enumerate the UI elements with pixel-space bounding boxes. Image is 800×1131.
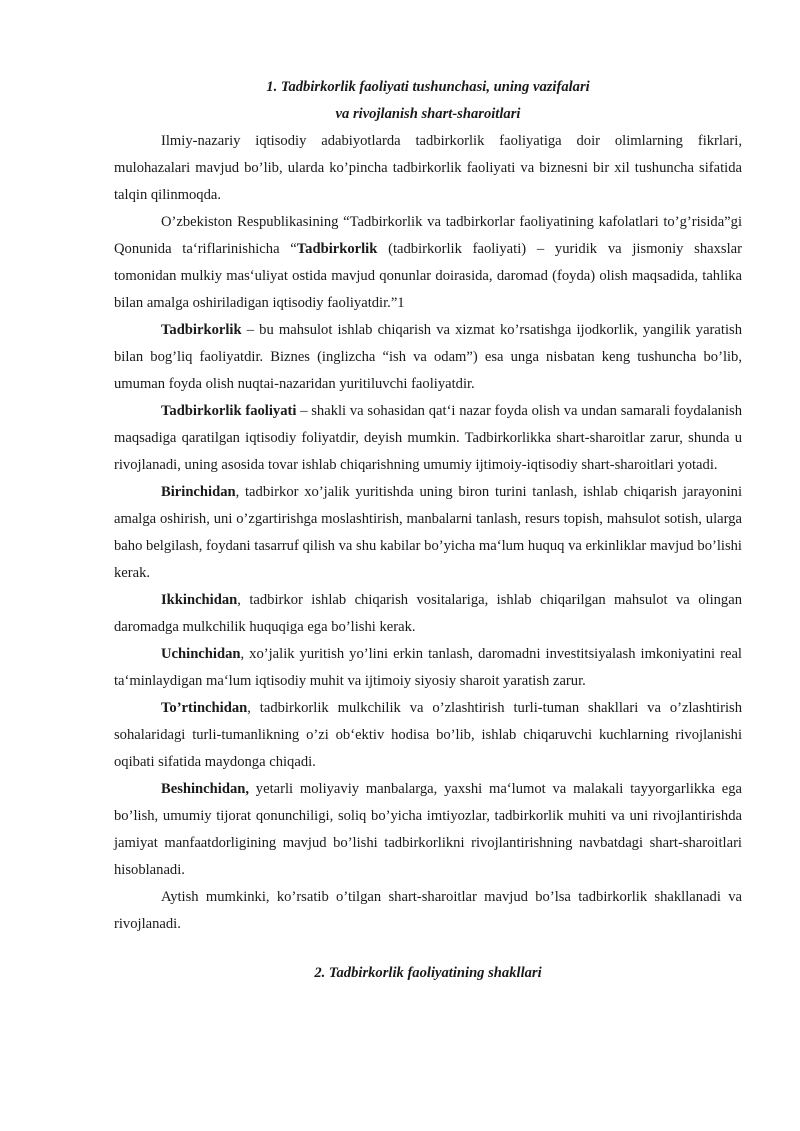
paragraph-7 (114, 641, 742, 695)
paragraph-term: Birinchidan (161, 484, 236, 500)
paragraph-text: – bu mahsulot ishlab chiqarish va xizmat ko’rsatishga ijodkorlik, yangilik yaratish bilan bog’liq faoliyatdir. Biznes (inglizcha “ish va odam”) esa unga nisbatan keng tushuncha bo’lib, umuman foyda olish nuqtai-nazaridan yuritiluvchi faoliyatdir. (114, 322, 742, 392)
paragraph-2 (114, 209, 742, 317)
paragraph-term: Ikkinchidan (161, 592, 238, 608)
paragraph-8 (114, 695, 742, 776)
paragraph-3 (114, 317, 742, 398)
section1-title-line1: 1. Tadbirkorlik faoliyati tushunchasi, uning vazifalari (266, 79, 590, 95)
paragraph-10 (114, 884, 742, 938)
section1-title-line2: va rivojlanish shart-sharoitlari (335, 106, 521, 122)
paragraph-text: , tadbirkorlik mulkchilik va o’zlashtirish turli-tuman shakllari va o’zlashtirish sohalaridagi turli-tumanlikning o’zi ob‘ektiv hodisa bo’lib, ishlab chiqaruvchi kuchlarning rivojlanishi oqibati sifatida maydonga chiqadi. (114, 700, 742, 770)
paragraph-6 (114, 587, 742, 641)
paragraph-text: yetarli moliyaviy manbalarga, yaxshi ma‘lumot va malakali tayyorgarlikka ega bo’lish, umumiy tijorat qonunchiligi, soliq bo’yicha imtiyozlar, tadbirkorlik muhiti va uni rivojlantirishda jamiyat manfaatdorligining mavjud bo’lishi tadbirkorlikni rivojlantirishning navbatdagi shart-sharoitlari hisoblanadi. (114, 781, 742, 878)
paragraph-term: To’rtinchidan (161, 700, 248, 716)
section2-title: 2. Tadbirkorlik faoliyatining shakllari (314, 965, 542, 981)
paragraph-term: Beshinchidan, (161, 781, 250, 797)
paragraph-term: Tadbirkorlik (296, 241, 378, 257)
paragraph-text: , xo’jalik yuritish yo’lini erkin tanlash, daromadni investitsiyalash imkoniyatini real ta‘minlaydigan ma‘lum iqtisodiy muhit va ijtimoiy siyosiy sharoit yaratish zarur. (114, 646, 742, 689)
paragraph-text: Aytish mumkinki, ko’rsatib o’tilgan shart-sharoitlar mavjud bo’lsa tadbirkorlik shakllanadi va rivojlanadi. (114, 889, 742, 932)
paragraph-term: Tadbirkorlik (161, 322, 242, 338)
paragraph-text: (tadbirkorlik faoliyati) – yuridik va jismoniy shaxslar tomonidan mulkiy mas‘uliyat ostida mavjud qonunlar doirasida, daromad (foyda) olish maqsadida, tahlika bilan amalga oshiriladigan iqtisodiy faoliyatdir.”1 (114, 241, 742, 311)
paragraph-text: Ilmiy-nazariy iqtisodiy adabiyotlarda tadbirkorlik faoliyatiga doir olimlarning fikrlari, mulohazalari mavjud bo’lib, ularda ko’pincha tadbirkorlik faoliyati va biznesni bir xil tushuncha sifatida talqin qilinmoqda. (114, 133, 742, 203)
paragraph-text: – shakli va sohasidan qat‘i nazar foyda olish va undan samarali foydalanish maqsadiga qaratilgan iqtisodiy foliyatdir, deyish mumkin. Tadbirkorlikka shart-sharoitlar zarur, shunda u rivojlanadi, uning asosida tovar ishlab chiqarishning umumiy ijtimoiy-iqtisodiy shart-sharoitlari yotadi. (114, 403, 743, 473)
paragraph-4 (114, 398, 742, 479)
paragraph-1 (114, 128, 742, 209)
paragraph-text: , tadbirkor xo’jalik yuritishda uning biron turini tanlash, ishlab chiqarish jarayonini amalga oshirish, uni o’zgartirishga moslashtirish, manbalarni tanlash, resurs topish, mahsulot sotish, ularga baho belgilash, foydani tasarruf qilish va shu kabilar bo’yicha ma‘lum huquq va erkinliklar mavjud bo’lishi kerak. (114, 484, 742, 581)
paragraph-9 (114, 776, 742, 884)
paragraph-5 (114, 479, 742, 587)
paragraph-pre-text: O’zbekiston Respublikasining “Tadbirkorlik va tadbirkorlar faoliyatining kafolatlari to’g’risida”gi Qonunida ta‘riflarinishicha “ (114, 214, 742, 257)
document-page (114, 74, 742, 1002)
paragraph-term: Uchinchidan (161, 646, 241, 662)
paragraph-term: Tadbirkorlik faoliyati (161, 403, 297, 419)
paragraph-text: , tadbirkor ishlab chiqarish vositalariga, ishlab chiqarilgan mahsulot va olingan daromadga mulkchilik huquqiga ega bo’lishi kerak. (114, 592, 742, 635)
